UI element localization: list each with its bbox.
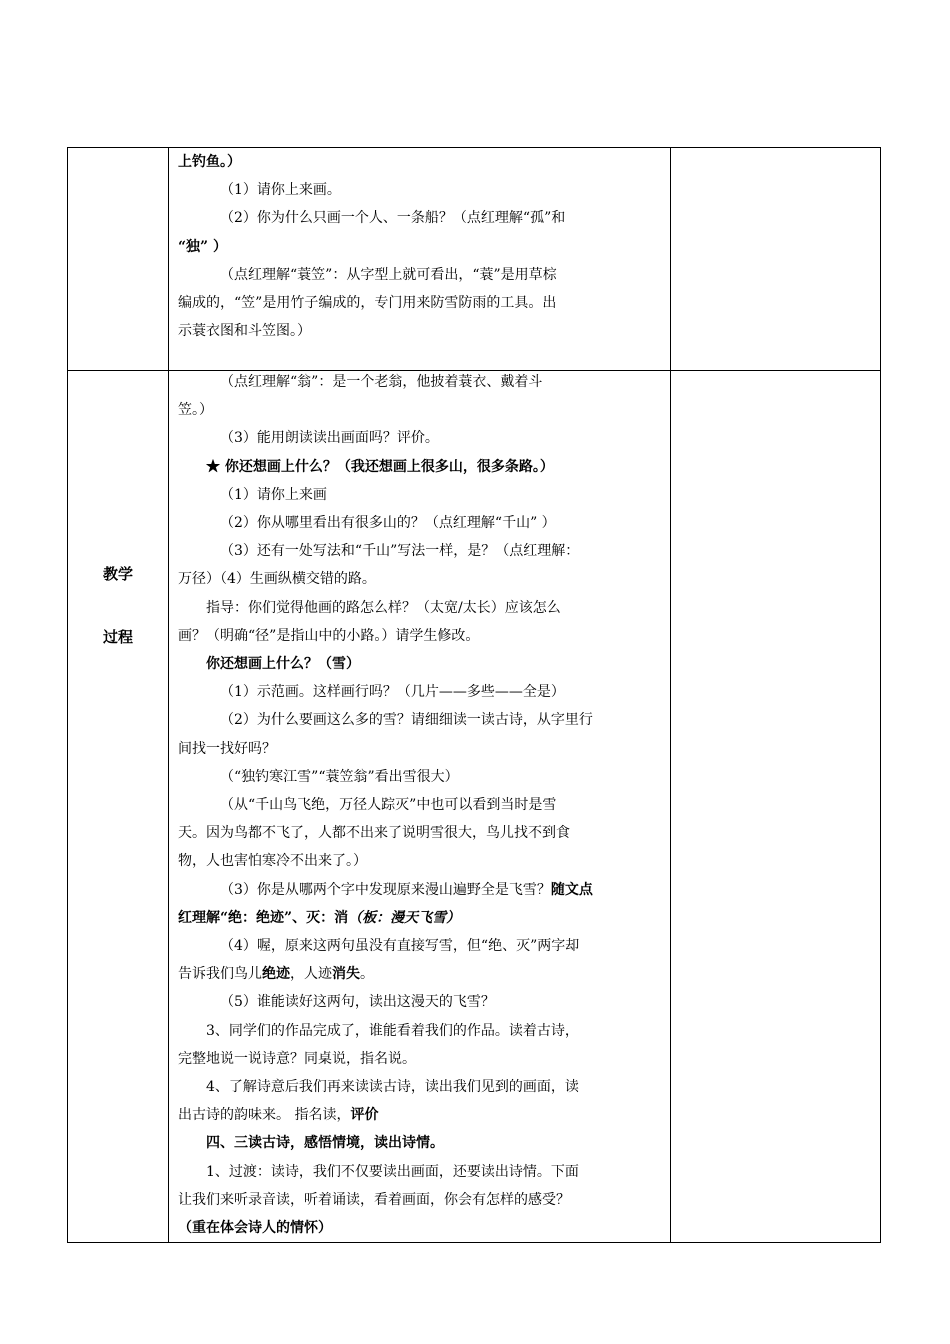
paragraph-line: 。: [360, 966, 374, 983]
row1-content-cell: [178, 148, 656, 368]
paragraph-line: 万径）（4）生画纵横交错的路。: [178, 571, 376, 588]
column-divider: [168, 148, 169, 1242]
row1-line: 上钓鱼。）: [178, 154, 241, 170]
question-heading: ★ 你还想画上什么？（我还想画上很多山，很多条路。）: [206, 458, 554, 475]
paragraph-line: （2）你从哪里看出有很多山的？（点红理解“千山” ）: [220, 515, 556, 532]
board-note: （板：漫天飞雪）: [348, 909, 461, 926]
paragraph-line: 让我们来听录音读，听着诵读，看着画面，你会有怎样的感受？: [178, 1191, 570, 1208]
paragraph-line: （3）你是从哪两个字中发现原来漫山遍野全是飞雪？: [220, 881, 551, 898]
paragraph-line: （2）为什么要画这么多的雪？请细细读一读古诗，从字里行: [220, 712, 593, 729]
row1-line: “独” ）: [178, 238, 227, 255]
row1-line: （点红理解“蓑笠”：从字型上就可看出，“蓑”是用草棕: [220, 266, 557, 283]
section-heading: 四、三读古诗，感悟情境，读出诗情。: [206, 1135, 444, 1152]
paragraph-line: （5）谁能读好这两句，读出这漫天的飞雪？: [220, 994, 495, 1011]
paragraph-line: 3、同学们的作品完成了，谁能看着我们的作品。读着古诗，: [206, 1022, 579, 1039]
paragraph-line: 出古诗的韵味来。 指名读，: [178, 1107, 351, 1124]
paragraph-line: 告诉我们鸟儿: [178, 966, 262, 983]
paragraph-line: 4、了解诗意后我们再来读读古诗，读出我们见到的画面，读: [206, 1079, 579, 1096]
paragraph-line: 完整地说一说诗意？同桌说，指名说。: [178, 1050, 416, 1067]
row1-line: 示蓑衣图和斗笠图。）: [178, 323, 311, 340]
paragraph-line: （“独钓寒江雪”“蓑笠翁”看出雪很大）: [220, 768, 459, 785]
emphasis-text: 红理解“绝：绝迹”、灭：消: [178, 909, 349, 926]
emphasis-text: 评价: [350, 1107, 379, 1124]
section-label-bottom: 过程: [102, 628, 133, 646]
paragraph-line: 画？（明确“径”是指山中的小路。）请学生修改。: [178, 627, 480, 644]
column-divider: [670, 148, 671, 1242]
paragraph-line: 指导：你们觉得他画的路怎么样？（太宽/太长）应该怎么: [206, 599, 561, 616]
paragraph-line: 笠。）: [178, 402, 213, 419]
paragraph-line: （4）喔，原来这两句虽没有直接写雪，但“绝、灭”两字却: [220, 938, 580, 955]
paragraph-line: ，人迹: [290, 966, 332, 983]
emphasis-text: 随文点: [550, 881, 593, 898]
row1-line: 编成的，“笠”是用竹子编成的，专门用来防雪防雨的工具。出: [178, 295, 557, 312]
row1-line: （1）请你上来画。: [220, 182, 341, 199]
row2-content-cell: [178, 368, 658, 1242]
paragraph-line: （从“千山鸟飞绝，万径人踪灭”中也可以看到当时是雪: [220, 797, 557, 814]
emphasis-text: （重在体会诗人的情怀）: [178, 1220, 332, 1237]
paragraph-line: （3）能用朗读读出画面吗？评价。: [220, 430, 439, 447]
row1-line: （2）你为什么只画一个人、一条船？（点红理解“孤”和: [220, 210, 566, 227]
paragraph-line: （点红理解“翁”：是一个老翁，他披着蓑衣、戴着斗: [220, 374, 543, 390]
paragraph-line: （1）示范画。这样画行吗？（几片——多些——全是）: [220, 684, 565, 701]
paragraph-line: 间找一找好吗？: [178, 740, 276, 757]
paragraph-line: 天。因为鸟都不飞了，人都不出来了说明雪很大，鸟儿找不到食: [178, 825, 570, 842]
paragraph-line: （3）还有一处写法和“千山”写法一样，是？（点红理解：: [220, 543, 580, 560]
paragraph-line: 物，人也害怕寒冷不出来了。）: [178, 853, 367, 870]
lesson-plan-table: [67, 147, 881, 1243]
emphasis-text: 消失: [332, 966, 360, 983]
section-label-top: 教学: [102, 565, 133, 583]
paragraph-line: （1）请你上来画: [220, 486, 327, 503]
emphasis-text: 绝迹: [262, 966, 290, 983]
question-heading: 你还想画上什么？（雪）: [206, 656, 360, 673]
paragraph-line: 1、过渡：读诗，我们不仅要读出画面，还要读出诗情。下面: [206, 1163, 579, 1180]
